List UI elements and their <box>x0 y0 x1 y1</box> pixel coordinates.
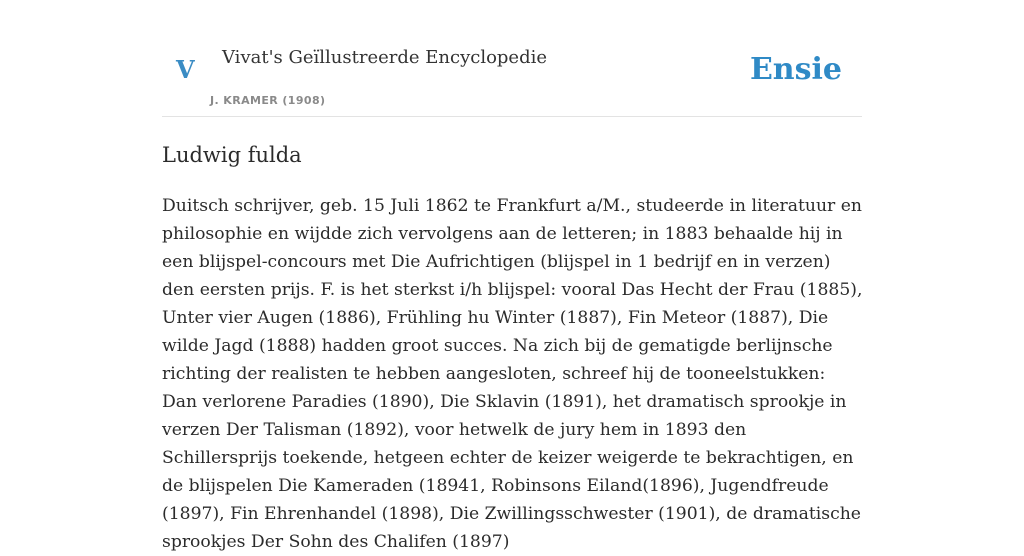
entry-body: Duitsch schrijver, geb. 15 Juli 1862 te Frankfurt a/M., studeerde in literatuur en philosophie en wijdde zich vervolgens aan de letteren; in 1883 behaalde hij in een blijspel-concours met Die Aufrichtigen (blijspel in 1 bedrijf en in verzen) den eersten prijs. F. is het sterkst i/h blijspel: vooral Das Hecht der Frau (1885), Unter vier Augen (1886), Frühling hu Winter (1887), Fin Meteor (1887), Die wilde Jagd (1888) hadden groot succes. Na zich bij de gematigde berlijnsche richting der realisten te hebben aangesloten, schreef hij de tooneelstukken: Dan verlorene Paradies (1890), Die Sklavin (1891), het dramatisch sprookje in verzen Der Talisman (1892), voor hetwelk de jury hem in 1893 den Schillersprijs toekende, hetgeen echter de keizer weigerde te bekrachtigen, en de blijspelen Die Kameraden (18941, Robinsons Eiland(1896), Jugendfreude (1897), Fin Ehrenhandel (1898), Die Zwillingsschwester (1901), de dramatische sprookjes Der Sohn des Chalifen (1897) <box>162 196 863 552</box>
entry-title: Ludwig fulda <box>162 143 302 167</box>
brand-logo[interactable]: Ensie <box>749 52 842 87</box>
volume-letter[interactable]: V <box>176 55 195 84</box>
source-title[interactable]: Vivat's Geïllustreerde Encyclopedie <box>222 47 548 68</box>
source-meta: J. KRAMER (1908) <box>210 94 326 107</box>
source-header <box>162 0 862 117</box>
